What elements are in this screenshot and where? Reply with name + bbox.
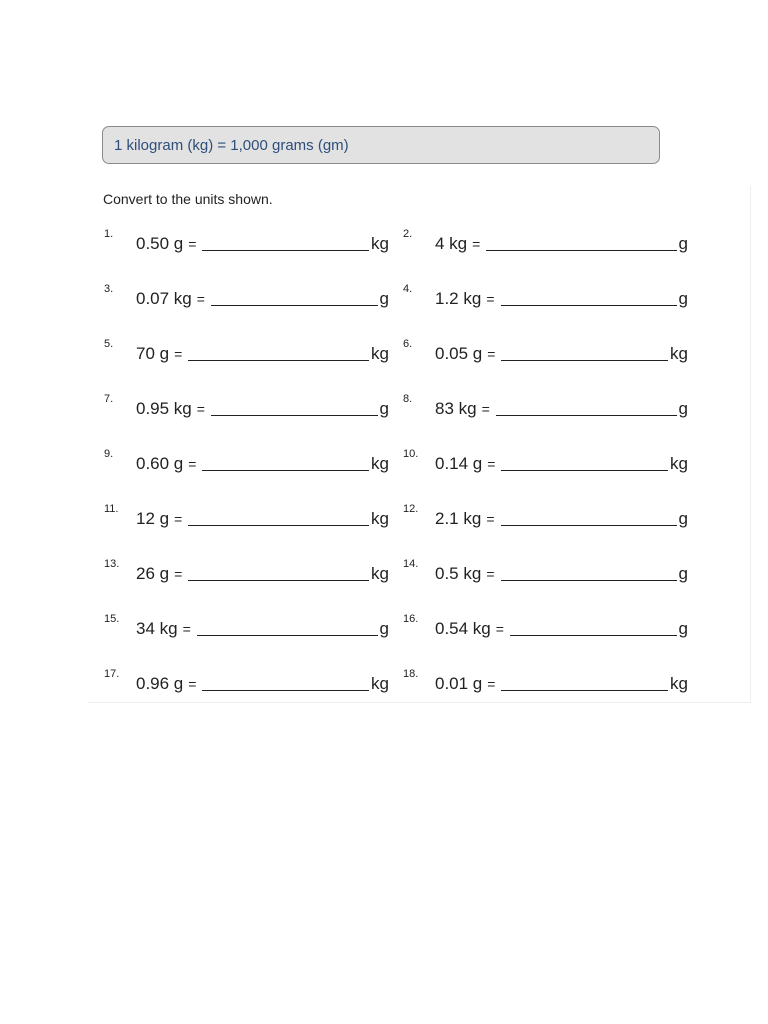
problem-number: 6. [403,338,413,350]
answer-blank[interactable] [510,635,677,636]
target-unit: kg [371,509,389,528]
problem-item [104,283,389,309]
given-quantity: 0.14 g [435,454,483,473]
problem-expression [136,234,196,254]
answer-blank[interactable] [496,415,677,416]
problem-item [104,558,389,584]
problem-expression [435,674,495,694]
equals-sign: = [174,346,183,362]
problem-expression [435,564,495,584]
answer-blank[interactable] [501,360,668,361]
given-quantity: 0.96 g [136,674,184,693]
equals-sign: = [188,456,197,472]
problem-number: 1. [104,228,114,240]
given-quantity: 0.01 g [435,674,483,693]
target-unit: kg [670,674,688,693]
problem-expression [136,454,196,474]
equals-sign: = [481,401,490,417]
problem-item [403,338,688,364]
problem-item [403,558,688,584]
given-quantity: 26 g [136,564,170,583]
problem-item [104,668,389,694]
problem-item [104,393,389,419]
answer-blank[interactable] [501,580,677,581]
equals-sign: = [486,511,495,527]
problem-number: 14. [403,558,419,570]
problem-number: 2. [403,228,413,240]
problem-number: 11. [104,503,119,515]
problem-number: 18. [403,668,419,680]
equals-sign: = [188,676,197,692]
problem-expression [136,509,182,529]
answer-blank[interactable] [188,525,369,526]
problem-number: 15. [104,613,120,625]
equals-sign: = [174,511,183,527]
problem-expression [136,289,205,309]
equals-sign: = [486,566,495,582]
answer-blank[interactable] [486,250,677,251]
answer-blank[interactable] [501,305,677,306]
target-unit: g [678,234,688,253]
problem-item [403,283,688,309]
problem-expression [435,344,495,364]
problem-item [403,613,688,639]
answer-blank[interactable] [202,690,369,691]
given-quantity: 83 kg [435,399,477,418]
problem-expression [435,289,495,309]
answer-blank[interactable] [197,635,378,636]
target-unit: g [678,289,688,308]
target-unit: kg [371,234,389,253]
given-quantity: 12 g [136,509,170,528]
conversion-fact-text: 1 kilogram (kg) = 1,000 grams (gm) [114,136,349,154]
target-unit: g [379,289,389,308]
given-quantity: 70 g [136,344,170,363]
target-unit: kg [670,454,688,473]
given-quantity: 0.05 g [435,344,483,363]
problem-item [104,448,389,474]
problem-item [403,228,688,254]
problem-item [104,228,389,254]
given-quantity: 0.95 kg [136,399,192,418]
equals-sign: = [487,346,496,362]
problem-number: 5. [104,338,114,350]
answer-blank[interactable] [202,250,369,251]
problem-item [403,668,688,694]
problem-number: 13. [104,558,120,570]
target-unit: kg [670,344,688,363]
problem-expression [136,564,182,584]
given-quantity: 0.54 kg [435,619,491,638]
problem-item [403,503,688,529]
problem-expression [435,399,490,419]
equals-sign: = [472,236,481,252]
answer-blank[interactable] [501,690,668,691]
target-unit: g [678,619,688,638]
problem-number: 7. [104,393,114,405]
target-unit: g [379,619,389,638]
answer-blank[interactable] [501,470,668,471]
equals-sign: = [182,621,191,637]
problem-number: 9. [104,448,114,460]
problem-expression [136,619,191,639]
answer-blank[interactable] [202,470,369,471]
target-unit: kg [371,344,389,363]
target-unit: kg [371,564,389,583]
target-unit: g [678,564,688,583]
given-quantity: 1.2 kg [435,289,482,308]
problem-expression [435,509,495,529]
equals-sign: = [196,291,205,307]
answer-blank[interactable] [188,580,369,581]
equals-sign: = [487,456,496,472]
problem-expression [136,399,205,419]
equals-sign: = [486,291,495,307]
given-quantity: 34 kg [136,619,178,638]
conversion-fact-box [102,126,660,164]
answer-blank[interactable] [501,525,677,526]
problem-item [104,503,389,529]
instructions: Convert to the units shown. [103,191,273,207]
equals-sign: = [188,236,197,252]
answer-blank[interactable] [211,305,378,306]
problem-number: 16. [403,613,419,625]
target-unit: kg [371,674,389,693]
given-quantity: 0.5 kg [435,564,482,583]
answer-blank[interactable] [188,360,369,361]
problem-number: 8. [403,393,413,405]
problem-expression [435,234,480,254]
problem-expression [136,674,196,694]
equals-sign: = [495,621,504,637]
problem-number: 12. [403,503,419,515]
problem-number: 17. [104,668,120,680]
given-quantity: 2.1 kg [435,509,482,528]
problem-number: 3. [104,283,114,295]
problem-expression [435,619,504,639]
problem-item [104,338,389,364]
target-unit: kg [371,454,389,473]
equals-sign: = [174,566,183,582]
equals-sign: = [196,401,205,417]
problem-expression [435,454,495,474]
given-quantity: 0.60 g [136,454,184,473]
target-unit: g [678,399,688,418]
problem-expression [136,344,182,364]
target-unit: g [678,509,688,528]
answer-blank[interactable] [211,415,378,416]
problem-number: 10. [403,448,419,460]
problem-item [104,613,389,639]
problem-number: 4. [403,283,413,295]
given-quantity: 0.07 kg [136,289,192,308]
problem-item [403,448,688,474]
given-quantity: 4 kg [435,234,468,253]
given-quantity: 0.50 g [136,234,184,253]
equals-sign: = [487,676,496,692]
problem-item [403,393,688,419]
target-unit: g [379,399,389,418]
